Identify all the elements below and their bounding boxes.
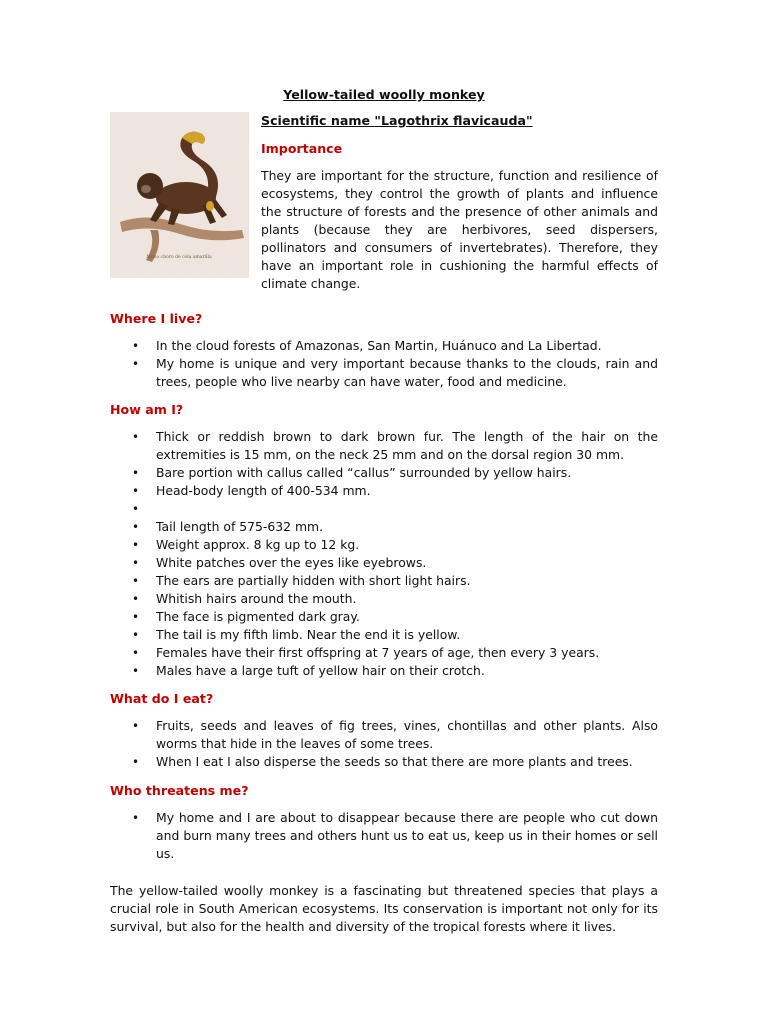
- list-item: [110, 662, 658, 680]
- list-item-text: Tail length of 575-632 mm.: [156, 519, 324, 534]
- list-item-text: My home is unique and very important because thanks to the clouds, rain and trees, people who live nearby can have water, food and medicine.: [156, 356, 658, 389]
- list-item-text: In the cloud forests of Amazonas, San Martin, Huánuco and La Libertad.: [156, 338, 602, 353]
- yellow-tuft: [206, 201, 214, 211]
- bullet-icon: •: [132, 339, 140, 353]
- bullet-icon: •: [132, 502, 140, 516]
- list-item: [110, 809, 658, 863]
- bullet-icon: •: [132, 556, 140, 570]
- bullet-icon: •: [132, 520, 140, 534]
- section-threats: [110, 782, 658, 863]
- list-item: [110, 464, 658, 482]
- list-item: [110, 518, 658, 536]
- list-item: [110, 644, 658, 662]
- list-item-text: Weight approx. 8 kg up to 12 kg.: [156, 537, 360, 552]
- branch-shape: [120, 217, 244, 240]
- where-list: [110, 337, 658, 391]
- illustration-caption: Mono choro de cola amarilla: [146, 255, 212, 260]
- bullet-icon: •: [132, 628, 140, 642]
- scientific-name: Scientific name "Lagothrix flavicauda": [261, 113, 533, 128]
- section-eat: [110, 690, 658, 771]
- list-item: [110, 626, 658, 644]
- list-item: [110, 500, 658, 518]
- monkey-drawing: [110, 112, 249, 278]
- list-item: [110, 608, 658, 626]
- list-item: [110, 572, 658, 590]
- list-item-text: Males have a large tuft of yellow hair on their crotch.: [156, 663, 485, 678]
- how-list: [110, 428, 658, 680]
- bullet-icon: •: [132, 484, 140, 498]
- where-heading: Where I live?: [110, 311, 203, 326]
- monkey-head: [137, 173, 163, 199]
- intro-block: [261, 112, 658, 293]
- list-item: [110, 428, 658, 464]
- eat-heading: What do I eat?: [110, 691, 214, 706]
- bullet-icon: •: [132, 610, 140, 624]
- bullet-icon: •: [132, 646, 140, 660]
- list-item: [110, 337, 658, 355]
- list-item-text: Head-body length of 400-534 mm.: [156, 483, 371, 498]
- list-item: [110, 717, 658, 753]
- bullet-icon: •: [132, 664, 140, 678]
- list-item-text: The ears are partially hidden with short light hairs.: [156, 573, 471, 588]
- monkey-illustration: [110, 112, 249, 278]
- bullet-icon: •: [132, 592, 140, 606]
- list-item-text: Bare portion with callus called “callus” surrounded by yellow hairs.: [156, 465, 572, 480]
- bullet-icon: •: [132, 466, 140, 480]
- bullet-icon: •: [132, 574, 140, 588]
- bullet-icon: •: [132, 430, 140, 444]
- threats-heading: Who threatens me?: [110, 783, 249, 798]
- section-how: [110, 401, 658, 680]
- bullet-icon: •: [132, 755, 140, 769]
- how-heading: How am I?: [110, 402, 184, 417]
- bullet-icon: •: [132, 719, 140, 733]
- list-item-text: White patches over the eyes like eyebrows.: [156, 555, 427, 570]
- list-item-text: Thick or reddish brown to dark brown fur. The length of the hair on the extremities is 15 mm, on the neck 25 mm and on the dorsal region 30 mm.: [156, 429, 658, 462]
- list-item: [110, 590, 658, 608]
- bullet-icon: •: [132, 538, 140, 552]
- list-item: [110, 536, 658, 554]
- list-item-text: Fruits, seeds and leaves of fig trees, vines, chontillas and other plants. Also worms that hide in the leaves of some trees.: [156, 718, 658, 751]
- threats-list: [110, 809, 658, 863]
- list-item-text: Females have their first offspring at 7 years of age, then every 3 years.: [156, 645, 600, 660]
- list-item: [110, 355, 658, 391]
- section-where: [110, 310, 658, 391]
- eat-list: [110, 717, 658, 771]
- importance-text: They are important for the structure, function and resilience of ecosystems, they control the growth of plants and influence the structure of forests and the presence of other animals and plants (because they are herbivores, seed dispersers, pollinators and consumers of invertebrates). Therefore, they have an important role in cushioning the harmful effects of climate change.: [261, 168, 658, 291]
- bullet-icon: •: [132, 357, 140, 371]
- importance-heading: Importance: [261, 141, 343, 156]
- list-item-text: The face is pigmented dark gray.: [156, 609, 360, 624]
- list-item: [110, 554, 658, 572]
- list-item-text: My home and I are about to disappear because there are people who cut down and burn many trees and others hunt us to eat us, keep us in their homes or sell us.: [156, 810, 658, 861]
- document-title: Yellow-tailed woolly monkey: [283, 87, 485, 102]
- bullet-icon: •: [132, 811, 140, 825]
- list-item: [110, 753, 658, 771]
- monkey-face: [141, 185, 151, 193]
- closing-paragraph: The yellow-tailed woolly monkey is a fascinating but threatened species that plays a crucial role in South American ecosystems. Its conservation is important not only for its survival, but also for the health and diversity of the tropical forests where it lives.: [110, 883, 658, 934]
- list-item-text: Whitish hairs around the mouth.: [156, 591, 357, 606]
- list-item: [110, 482, 658, 500]
- list-item-text: When I eat I also disperse the seeds so that there are more plants and trees.: [156, 754, 633, 769]
- list-item-text: The tail is my fifth limb. Near the end it is yellow.: [156, 627, 461, 642]
